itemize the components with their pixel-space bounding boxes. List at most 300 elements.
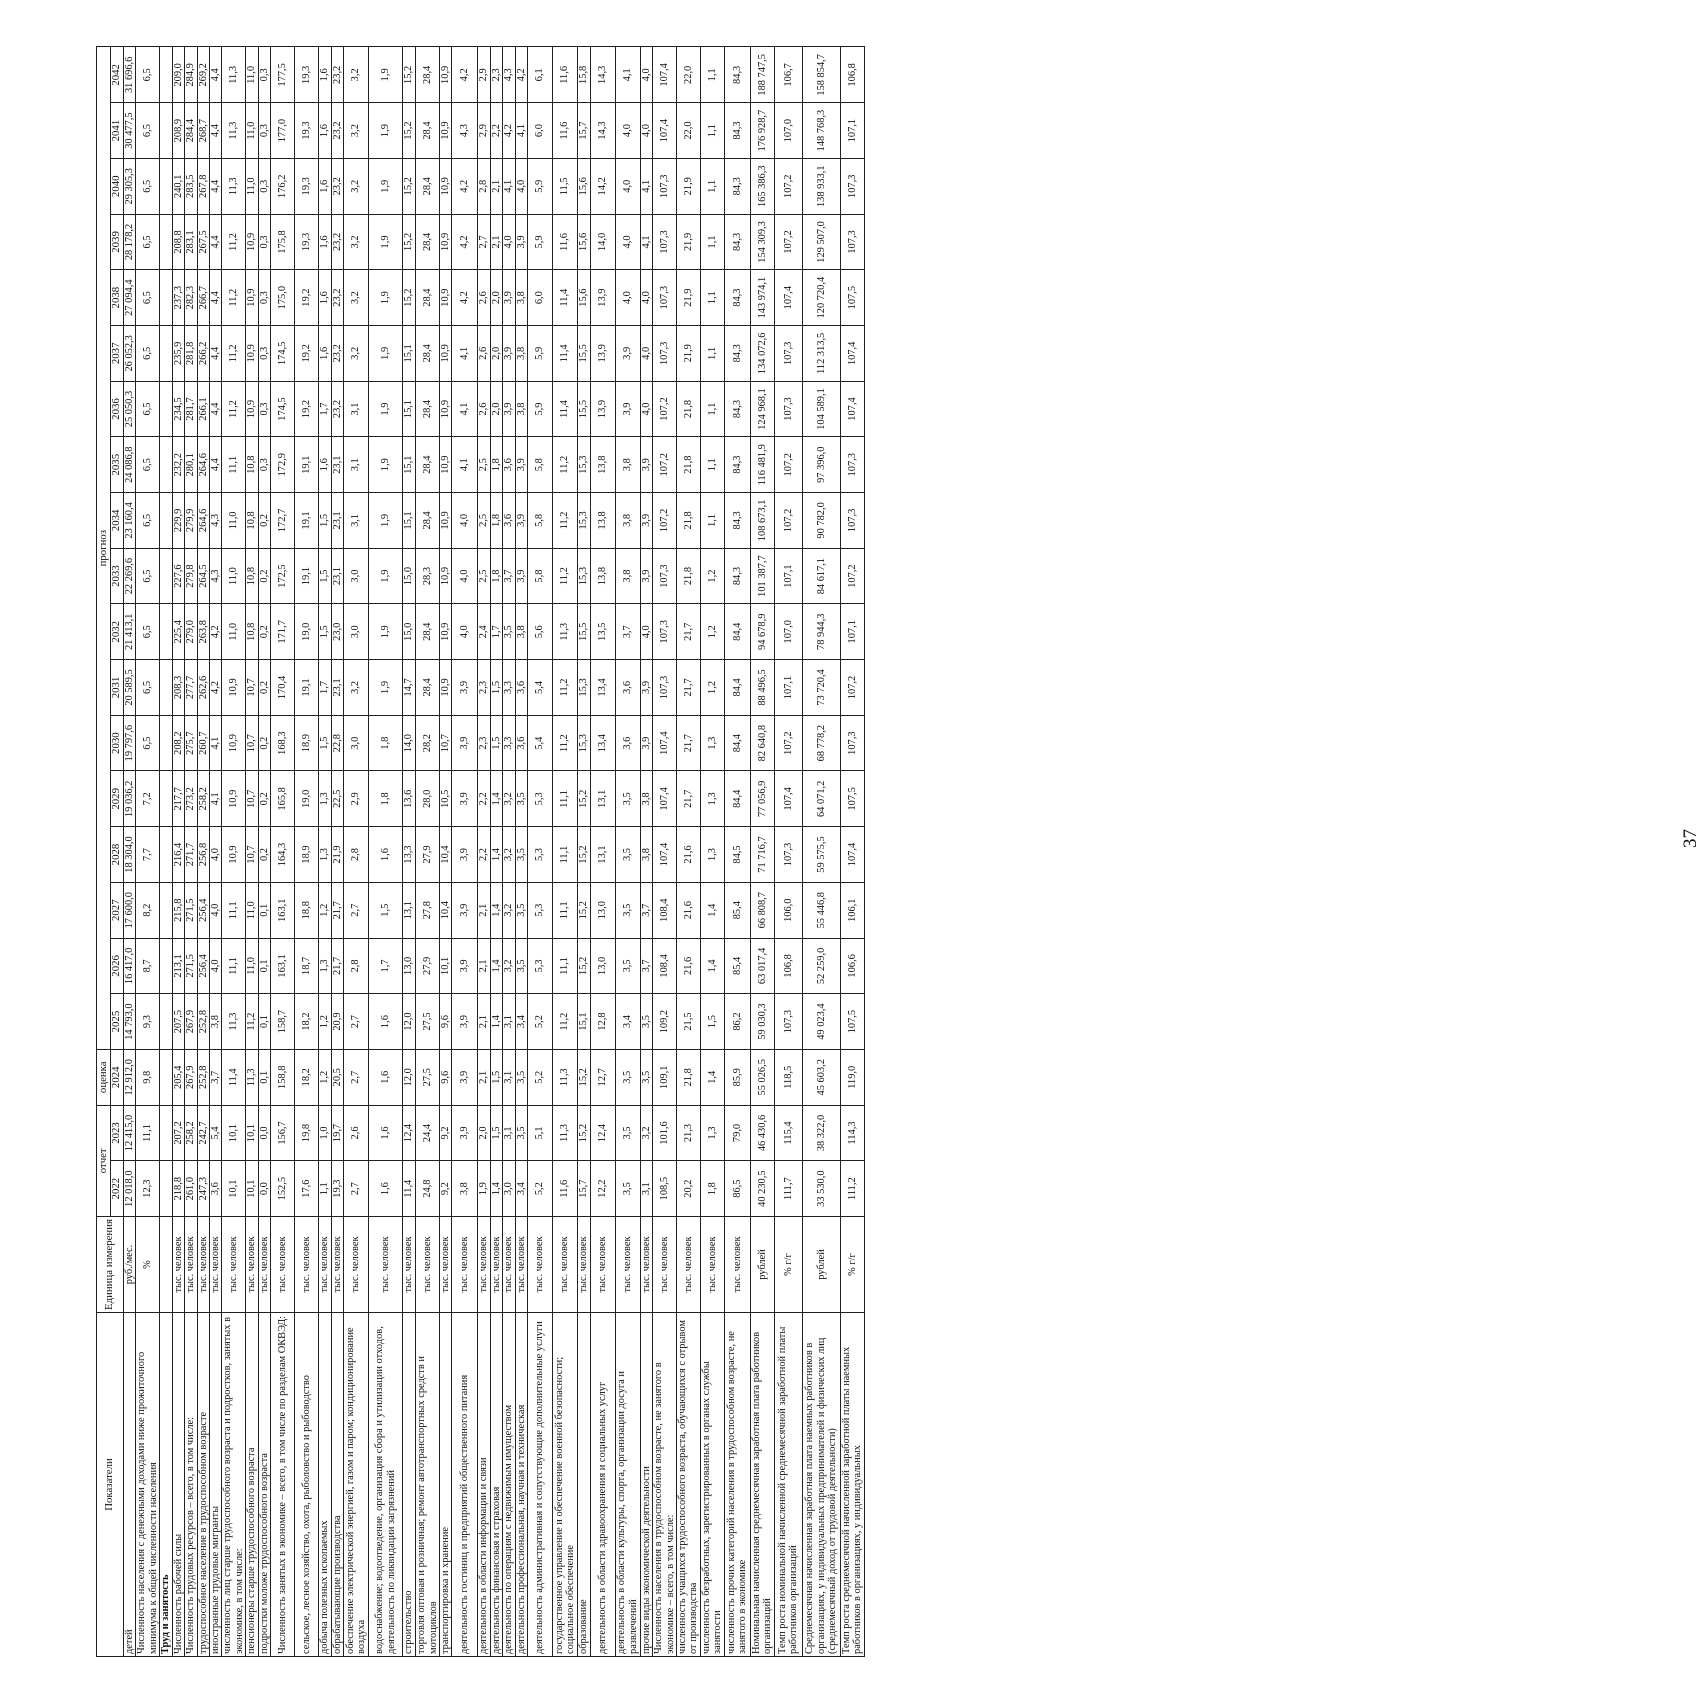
cell-value: 84,3	[724, 325, 750, 381]
cell-value: 11,0	[222, 548, 246, 604]
table-row	[452, 47, 478, 1657]
row-indicator: торговля оптовая и розничная; ремонт автотранспортных средств и мотоциклов	[416, 1313, 440, 1657]
cell-value: 205,4	[172, 1049, 184, 1105]
row-unit: тыс. человек	[403, 1217, 416, 1313]
cell-value: 10,9	[222, 660, 246, 716]
cell-value: 12 415,0	[123, 1105, 135, 1161]
cell-value: 3,2	[503, 827, 515, 883]
cell-value: 165,8	[271, 771, 295, 827]
cell-value: 28,4	[416, 47, 440, 103]
cell-value: 85,4	[724, 938, 750, 994]
cell-value	[160, 994, 172, 1050]
cell-value: 63 017,4	[750, 938, 774, 994]
table-row	[724, 47, 750, 1657]
row-unit: тыс. человек	[528, 1217, 553, 1313]
cell-value: 4,3	[209, 548, 221, 604]
cell-value: 177,5	[271, 47, 295, 103]
cell-value: 4,2	[209, 660, 221, 716]
cell-value: 12,2	[590, 1161, 615, 1217]
cell-value: 101 387,7	[750, 548, 774, 604]
row-indicator: транспортировка и хранение	[440, 1313, 452, 1657]
cell-value: 218,8	[172, 1161, 184, 1217]
cell-value: 4,4	[209, 325, 221, 381]
cell-value: 106,8	[840, 47, 864, 103]
row-indicator: образование	[578, 1313, 590, 1657]
cell-value: 2,7	[344, 1049, 369, 1105]
header-forecast: прогноз	[97, 47, 111, 1049]
cell-value	[160, 1161, 172, 1217]
cell-value: 86,5	[724, 1161, 750, 1217]
row-indicator: деятельность в области информации и связи	[478, 1313, 490, 1657]
cell-value: 10,7	[246, 715, 258, 771]
cell-value: 111,7	[774, 1161, 802, 1217]
table-row	[123, 47, 135, 1657]
cell-value: 237,3	[172, 270, 184, 326]
cell-value: 11,1	[222, 437, 246, 493]
cell-value: 84,3	[724, 214, 750, 270]
cell-value: 5,3	[528, 827, 553, 883]
cell-value: 10,1	[222, 1161, 246, 1217]
cell-value: 12,8	[590, 994, 615, 1050]
cell-value: 19 036,2	[123, 771, 135, 827]
table-row	[185, 47, 197, 1657]
cell-value: 15,3	[578, 715, 590, 771]
row-unit: тыс. человек	[515, 1217, 527, 1313]
cell-value: 164,3	[271, 827, 295, 883]
table-row	[578, 47, 590, 1657]
cell-value: 11,0	[246, 882, 258, 938]
cell-value: 216,4	[172, 827, 184, 883]
cell-value: 14,0	[590, 214, 615, 270]
table-row	[750, 47, 774, 1657]
row-indicator: Номинальная начисленная среднемесячная заработная плата работников организаций	[750, 1313, 774, 1657]
cell-value: 11,2	[553, 715, 578, 771]
cell-value: 258,2	[185, 1105, 197, 1161]
cell-value: 107,4	[840, 827, 864, 883]
row-unit: руб./мес.	[123, 1217, 135, 1313]
cell-value: 84,3	[724, 270, 750, 326]
cell-value: 101,6	[653, 1105, 677, 1161]
cell-value: 19,0	[295, 604, 319, 660]
cell-value: 7,2	[136, 771, 160, 827]
cell-value: 4,1	[209, 715, 221, 771]
cell-value: 10,9	[246, 325, 258, 381]
cell-value: 1,9	[369, 103, 403, 159]
cell-value: 107,0	[774, 103, 802, 159]
header-year: 2025	[111, 994, 124, 1050]
cell-value: 2,7	[344, 882, 369, 938]
row-indicator: Темп роста номинальной начисленной среднемесячной заработной платы работников организаций	[774, 1313, 802, 1657]
cell-value: 107,3	[653, 270, 677, 326]
row-indicator: трудоспособное население в трудоспособном возрасте	[197, 1313, 209, 1657]
cell-value	[160, 1105, 172, 1161]
cell-value: 208,2	[172, 715, 184, 771]
row-indicator: деятельность профессиональная, научная и техническая	[515, 1313, 527, 1657]
cell-value: 3,8	[515, 381, 527, 437]
cell-value: 11,3	[222, 103, 246, 159]
cell-value: 5,3	[528, 938, 553, 994]
cell-value: 55 446,8	[802, 882, 840, 938]
cell-value: 11,3	[246, 1049, 258, 1105]
cell-value: 15,5	[578, 381, 590, 437]
row-unit: рублей	[802, 1217, 840, 1313]
cell-value: 1,6	[319, 214, 331, 270]
cell-value: 1,1	[700, 381, 724, 437]
cell-value: 11,1	[553, 938, 578, 994]
cell-value: 281,8	[185, 325, 197, 381]
row-indicator: прочие виды экономической деятельности	[640, 1313, 652, 1657]
cell-value: 33 530,0	[802, 1161, 840, 1217]
cell-value: 15,1	[403, 493, 416, 549]
header-indicators: Показатели	[97, 1313, 124, 1657]
cell-value: 1,3	[700, 715, 724, 771]
cell-value: 49 023,4	[802, 994, 840, 1050]
cell-value: 27,5	[416, 1049, 440, 1105]
cell-value: 27,5	[416, 994, 440, 1050]
cell-value: 21,7	[331, 938, 343, 994]
cell-value: 0,2	[258, 548, 270, 604]
cell-value: 19,0	[295, 771, 319, 827]
cell-value: 3,5	[640, 994, 652, 1050]
row-indicator: деятельность в области культуры, спорта, организации досуга и развлечений	[615, 1313, 640, 1657]
cell-value: 11,0	[246, 47, 258, 103]
cell-value: 20,5	[331, 1049, 343, 1105]
cell-value: 3,0	[503, 1161, 515, 1217]
cell-value: 4,0	[452, 493, 478, 549]
cell-value	[160, 493, 172, 549]
cell-value: 107,5	[840, 270, 864, 326]
cell-value: 3,5	[515, 1049, 527, 1105]
cell-value: 3,9	[515, 493, 527, 549]
cell-value: 84,4	[724, 604, 750, 660]
cell-value: 134 072,6	[750, 325, 774, 381]
forecast-table	[96, 46, 865, 1657]
cell-value: 2,5	[478, 493, 490, 549]
cell-value: 107,3	[774, 381, 802, 437]
cell-value: 273,2	[185, 771, 197, 827]
cell-value: 1,7	[490, 604, 502, 660]
cell-value: 12,7	[590, 1049, 615, 1105]
row-unit: тыс. человек	[503, 1217, 515, 1313]
cell-value: 25 050,3	[123, 381, 135, 437]
cell-value: 4,0	[640, 604, 652, 660]
cell-value: 15,1	[403, 381, 416, 437]
cell-value: 3,8	[515, 604, 527, 660]
cell-value: 15,3	[578, 548, 590, 604]
cell-value: 10,8	[246, 493, 258, 549]
cell-value: 2,8	[478, 158, 490, 214]
table-row	[515, 47, 527, 1657]
cell-value: 14,2	[590, 158, 615, 214]
cell-value: 0,2	[258, 771, 270, 827]
cell-value: 6,1	[528, 47, 553, 103]
cell-value: 108 673,1	[750, 493, 774, 549]
cell-value: 10,1	[246, 1161, 258, 1217]
cell-value: 264,6	[197, 493, 209, 549]
row-unit: тыс. человек	[452, 1217, 478, 1313]
cell-value: 84,4	[724, 715, 750, 771]
cell-value: 2,1	[478, 882, 490, 938]
row-unit: тыс. человек	[553, 1217, 578, 1313]
cell-value: 10,9	[440, 493, 452, 549]
cell-value: 266,2	[197, 325, 209, 381]
cell-value: 3,9	[640, 437, 652, 493]
cell-value: 107,1	[840, 103, 864, 159]
cell-value: 3,9	[640, 548, 652, 604]
cell-value: 1,9	[478, 1161, 490, 1217]
cell-value: 107,3	[840, 214, 864, 270]
cell-value: 5,2	[528, 994, 553, 1050]
cell-value: 19,2	[295, 325, 319, 381]
cell-value: 5,4	[528, 715, 553, 771]
cell-value: 28,4	[416, 325, 440, 381]
cell-value: 3,5	[503, 604, 515, 660]
row-unit	[160, 1217, 172, 1313]
cell-value: 19,3	[295, 103, 319, 159]
cell-value: 3,6	[503, 493, 515, 549]
cell-value: 112 313,5	[802, 325, 840, 381]
cell-value: 6,5	[136, 47, 160, 103]
cell-value: 252,8	[197, 994, 209, 1050]
cell-value: 154 309,3	[750, 214, 774, 270]
cell-value: 168,3	[271, 715, 295, 771]
cell-value: 3,4	[615, 994, 640, 1050]
cell-value: 3,9	[452, 882, 478, 938]
cell-value: 1,4	[700, 1049, 724, 1105]
cell-value: 1,9	[369, 158, 403, 214]
row-indicator: деятельность финансовая и страховая	[490, 1313, 502, 1657]
cell-value: 4,0	[640, 381, 652, 437]
table-row	[172, 47, 184, 1657]
cell-value: 3,0	[344, 715, 369, 771]
cell-value: 6,5	[136, 103, 160, 159]
cell-value: 2,2	[490, 103, 502, 159]
cell-value: 2,3	[478, 715, 490, 771]
cell-value: 11,4	[403, 1161, 416, 1217]
table-row	[258, 47, 270, 1657]
cell-value: 107,0	[774, 604, 802, 660]
cell-value: 107,3	[653, 660, 677, 716]
cell-value: 11,2	[222, 325, 246, 381]
cell-value: 1,6	[319, 437, 331, 493]
cell-value: 21,3	[676, 1105, 700, 1161]
cell-value: 119,0	[840, 1049, 864, 1105]
cell-value: 71 716,7	[750, 827, 774, 883]
cell-value: 107,3	[653, 325, 677, 381]
cell-value: 1,8	[490, 493, 502, 549]
cell-value: 21,5	[676, 994, 700, 1050]
cell-value: 3,2	[344, 103, 369, 159]
cell-value: 23,2	[331, 325, 343, 381]
cell-value: 2,8	[344, 827, 369, 883]
cell-value: 23,2	[331, 270, 343, 326]
cell-value: 0,1	[258, 882, 270, 938]
cell-value: 11,0	[246, 938, 258, 994]
cell-value: 1,1	[700, 47, 724, 103]
cell-value: 3,5	[615, 1049, 640, 1105]
cell-value: 1,9	[369, 270, 403, 326]
cell-value: 3,9	[452, 1049, 478, 1105]
cell-value: 4,1	[452, 437, 478, 493]
cell-value: 3,9	[452, 771, 478, 827]
cell-value: 27,8	[416, 882, 440, 938]
cell-value: 2,0	[490, 381, 502, 437]
cell-value: 165 386,3	[750, 158, 774, 214]
cell-value: 15,2	[578, 1105, 590, 1161]
cell-value: 84,4	[724, 771, 750, 827]
table-row	[136, 47, 160, 1657]
cell-value: 21,6	[676, 827, 700, 883]
cell-value: 52 259,0	[802, 938, 840, 994]
cell-value: 225,4	[172, 604, 184, 660]
cell-value: 13,9	[590, 325, 615, 381]
cell-value: 15,2	[578, 1049, 590, 1105]
cell-value: 10,9	[246, 270, 258, 326]
cell-value: 3,9	[640, 660, 652, 716]
cell-value: 3,9	[615, 325, 640, 381]
cell-value: 0,2	[258, 715, 270, 771]
cell-value: 10,9	[440, 103, 452, 159]
cell-value: 1,4	[490, 882, 502, 938]
cell-value: 1,6	[369, 1049, 403, 1105]
cell-value: 280,1	[185, 437, 197, 493]
cell-value: 1,1	[700, 325, 724, 381]
cell-value: 108,4	[653, 938, 677, 994]
cell-value: 208,9	[172, 103, 184, 159]
cell-value: 2,1	[478, 938, 490, 994]
header-estimate: оценка	[97, 1049, 111, 1105]
cell-value: 0,3	[258, 270, 270, 326]
table-row	[271, 47, 295, 1657]
cell-value: 31 696,6	[123, 47, 135, 103]
cell-value: 19,1	[295, 493, 319, 549]
cell-value: 12,4	[403, 1105, 416, 1161]
cell-value: 13,0	[590, 882, 615, 938]
table-row	[802, 47, 840, 1657]
cell-value: 40 230,5	[750, 1161, 774, 1217]
cell-value: 78 944,3	[802, 604, 840, 660]
cell-value: 107,1	[840, 604, 864, 660]
cell-value: 107,3	[653, 604, 677, 660]
cell-value: 107,4	[840, 325, 864, 381]
cell-value: 4,4	[209, 103, 221, 159]
cell-value: 23,0	[331, 604, 343, 660]
cell-value: 11,0	[222, 493, 246, 549]
cell-value: 6,0	[528, 103, 553, 159]
cell-value: 115,4	[774, 1105, 802, 1161]
cell-value: 3,5	[615, 882, 640, 938]
cell-value: 227,6	[172, 548, 184, 604]
cell-value: 19,2	[295, 381, 319, 437]
cell-value: 1,2	[319, 882, 331, 938]
cell-value: 11,2	[553, 548, 578, 604]
cell-value: 1,5	[319, 548, 331, 604]
cell-value: 5,8	[528, 548, 553, 604]
cell-value: 3,9	[515, 214, 527, 270]
cell-value: 28,4	[416, 660, 440, 716]
cell-value: 28,3	[416, 548, 440, 604]
cell-value: 107,2	[840, 548, 864, 604]
cell-value	[160, 771, 172, 827]
cell-value: 283,5	[185, 158, 197, 214]
row-indicator: Численность рабочей силы	[172, 1313, 184, 1657]
cell-value: 13,6	[403, 771, 416, 827]
cell-value: 0,1	[258, 994, 270, 1050]
cell-value: 64 071,2	[802, 771, 840, 827]
cell-value: 10,9	[440, 660, 452, 716]
cell-value: 1,9	[369, 214, 403, 270]
cell-value	[160, 158, 172, 214]
table-row	[640, 47, 652, 1657]
row-unit: тыс. человек	[724, 1217, 750, 1313]
cell-value: 172,9	[271, 437, 295, 493]
cell-value: 107,4	[774, 771, 802, 827]
cell-value: 10,9	[440, 158, 452, 214]
cell-value: 15,0	[403, 548, 416, 604]
cell-value: 3,9	[503, 325, 515, 381]
cell-value: 24,4	[416, 1105, 440, 1161]
cell-value: 175,0	[271, 270, 295, 326]
cell-value: 3,6	[209, 1161, 221, 1217]
cell-value	[160, 214, 172, 270]
cell-value: 88 496,5	[750, 660, 774, 716]
cell-value: 15,5	[578, 325, 590, 381]
header-year: 2039	[111, 214, 124, 270]
cell-value: 3,8	[640, 771, 652, 827]
cell-value	[160, 548, 172, 604]
cell-value: 1,9	[369, 604, 403, 660]
row-unit: тыс. человек	[615, 1217, 640, 1313]
cell-value: 10,9	[222, 715, 246, 771]
cell-value: 109,2	[653, 994, 677, 1050]
cell-value: 207,2	[172, 1105, 184, 1161]
cell-value: 1,3	[319, 827, 331, 883]
cell-value: 11,0	[246, 103, 258, 159]
cell-value: 252,8	[197, 1049, 209, 1105]
cell-value: 107,4	[653, 771, 677, 827]
cell-value: 114,3	[840, 1105, 864, 1161]
header-year: 2041	[111, 103, 124, 159]
cell-value: 13,4	[590, 715, 615, 771]
cell-value: 281,7	[185, 381, 197, 437]
cell-value: 30 477,5	[123, 103, 135, 159]
cell-value: 11,4	[553, 381, 578, 437]
cell-value: 1,9	[369, 548, 403, 604]
row-indicator: численность безработных, зарегистрированных в органах службы занятости	[700, 1313, 724, 1657]
cell-value: 215,8	[172, 882, 184, 938]
cell-value: 1,5	[319, 604, 331, 660]
cell-value: 4,2	[452, 158, 478, 214]
cell-value: 1,5	[490, 1105, 502, 1161]
cell-value: 4,1	[452, 325, 478, 381]
cell-value: 271,5	[185, 882, 197, 938]
cell-value: 1,2	[700, 548, 724, 604]
cell-value: 107,3	[774, 827, 802, 883]
cell-value: 15,1	[403, 325, 416, 381]
cell-value: 18,2	[295, 1049, 319, 1105]
cell-value: 0,0	[258, 1161, 270, 1217]
cell-value: 12,0	[403, 1049, 416, 1105]
cell-value: 3,1	[640, 1161, 652, 1217]
cell-value: 16 417,0	[123, 938, 135, 994]
cell-value: 1,4	[700, 882, 724, 938]
cell-value	[160, 604, 172, 660]
cell-value: 5,1	[528, 1105, 553, 1161]
row-indicator: Численность трудовых ресурсов – всего, в том числе:	[185, 1313, 197, 1657]
cell-value: 27,9	[416, 938, 440, 994]
cell-value: 4,2	[452, 214, 478, 270]
cell-value: 11,1	[222, 938, 246, 994]
